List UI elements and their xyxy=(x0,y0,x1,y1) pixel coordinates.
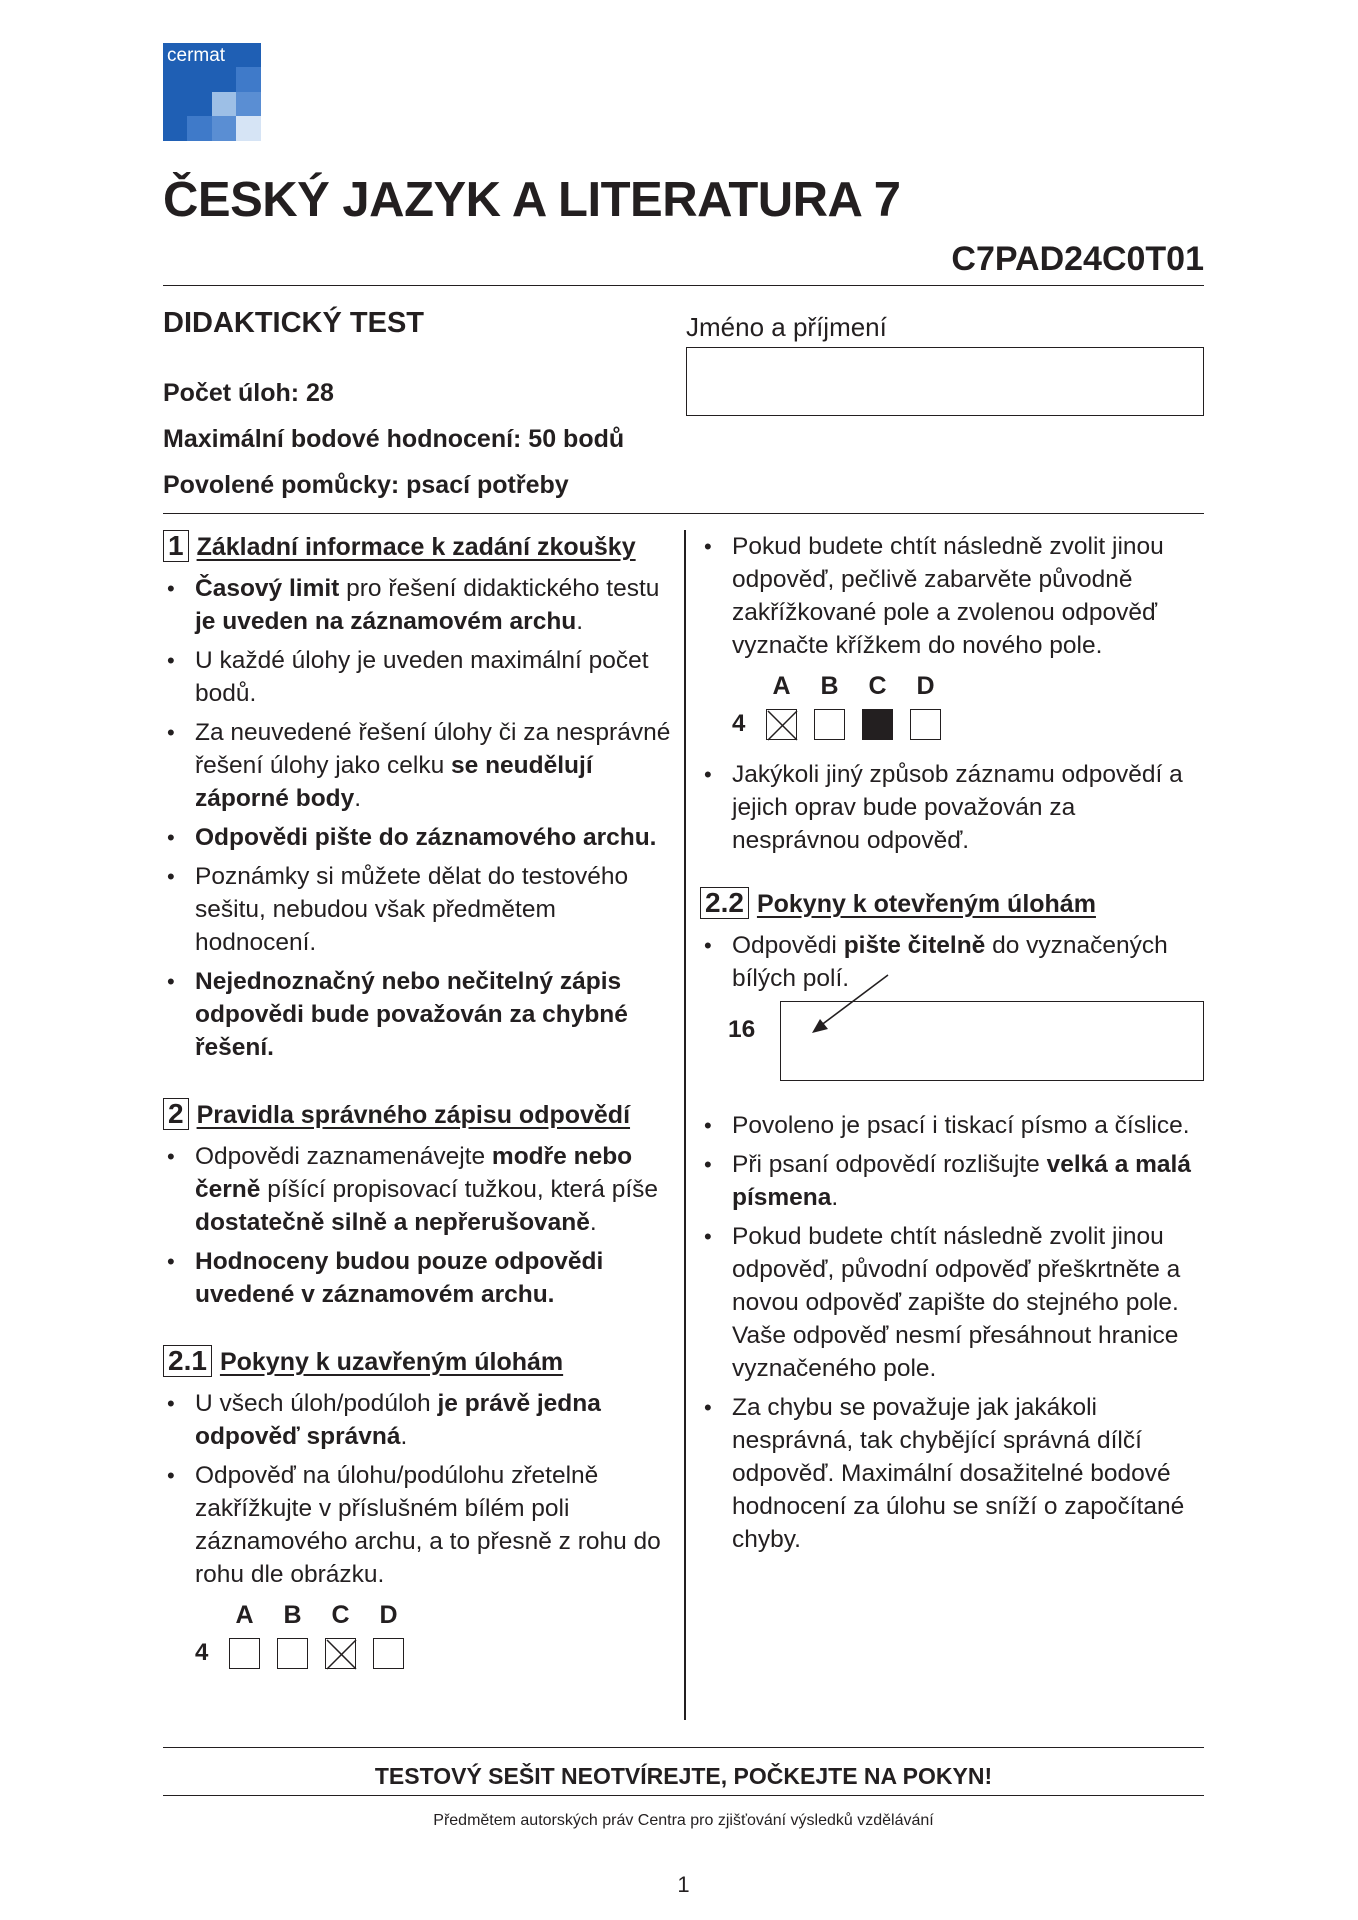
list-item: • Časový limit pro řešení didaktického testu je uveden na záznamovém archu. xyxy=(163,572,683,638)
section-2-heading xyxy=(163,1098,683,1132)
list-item: • Odpověď na úlohu/podúlohu zřetelně zakřížkujte v příslušném bílém poli záznamového archu, a to přesně z rohu do rohu dle obrázku. xyxy=(163,1459,683,1591)
logo-square xyxy=(236,116,261,141)
option-label: B xyxy=(820,672,839,700)
list-item: • Nejednoznačný nebo nečitelný zápis odpovědi bude považován za chybné řešení. xyxy=(163,965,683,1064)
option-label: D xyxy=(916,672,935,700)
answer-box xyxy=(910,709,941,740)
answer-box xyxy=(814,709,845,740)
section-2-2-list-more xyxy=(700,1109,1204,1556)
page-number: 1 xyxy=(677,1872,690,1897)
list-item: • Za chybu se považuje jak jakákoli nesprávná, tak chybějící správná dílčí odpověď. Maximální dosažitelné bodové hodnocení za úlohu se sníží o započítané chyby. xyxy=(700,1391,1204,1556)
open-answer-example xyxy=(728,1001,1204,1081)
section-title: Pokyny k otevřeným úlohám xyxy=(756,890,1096,918)
task-count: Počet úloh: 28 xyxy=(163,379,334,407)
section-2-1-heading xyxy=(163,1345,683,1379)
logo-square xyxy=(236,67,261,92)
divider xyxy=(163,1795,1204,1796)
right-column xyxy=(700,530,1204,1562)
column-divider xyxy=(684,530,686,1720)
section-2-2-heading xyxy=(700,887,1204,921)
divider xyxy=(163,513,1204,514)
logo-square xyxy=(187,116,212,141)
cross-mark-icon xyxy=(326,1639,357,1670)
section-2-1-list xyxy=(163,1387,683,1591)
list-item: • Za neuvedené řešení úlohy či za nesprávné řešení úlohy jako celku se neudělují záporné body. xyxy=(163,716,683,815)
option-label: D xyxy=(379,1601,398,1629)
cermat-logo xyxy=(163,43,261,141)
cross-mark-icon xyxy=(767,710,798,741)
answer-box-crossed xyxy=(766,709,797,740)
list-item: • U všech úloh/podúloh je právě jedna odpověď správná. xyxy=(163,1387,683,1453)
list-item: • U každé úlohy je uveden maximální počet bodů. xyxy=(163,644,683,710)
copyright: Předmětem autorských práv Centra pro zjišťování výsledků vzdělávání xyxy=(433,1812,934,1829)
test-code: C7PAD24C0T01 xyxy=(951,240,1204,278)
notice: TESTOVÝ SEŠIT NEOTVÍREJTE, POČKEJTE NA POKYN! xyxy=(374,1763,993,1789)
option-label: C xyxy=(331,1601,350,1629)
list-item: • Při psaní odpovědí rozlišujte velká a malá písmena. xyxy=(700,1148,1204,1214)
other-list xyxy=(700,758,1204,857)
list-item: • Povoleno je psací i tiskací písmo a číslice. xyxy=(700,1109,1204,1142)
divider xyxy=(163,1747,1204,1748)
arrow-icon xyxy=(806,971,896,1041)
name-label: Jméno a příjmení xyxy=(686,312,887,342)
answer-box xyxy=(229,1638,260,1669)
logo-square xyxy=(212,116,236,141)
divider xyxy=(163,285,1204,286)
option-label: A xyxy=(235,1601,254,1629)
section-2-2-list xyxy=(700,929,1204,995)
section-title: Pravidla správného zápisu odpovědí xyxy=(196,1101,631,1129)
allowed-aids: Povolené pomůcky: psací potřeby xyxy=(163,471,569,499)
option-label: B xyxy=(283,1601,302,1629)
test-type: DIDAKTICKÝ TEST xyxy=(163,307,424,339)
logo-text: cermat xyxy=(167,45,226,66)
section-1-heading xyxy=(163,530,683,564)
list-item: • Hodnoceny budou pouze odpovědi uvedené v záznamovém archu. xyxy=(163,1245,683,1311)
max-points: Maximální bodové hodnocení: 50 bodů xyxy=(163,425,625,453)
section-number: 1 xyxy=(163,530,189,562)
option-label: A xyxy=(772,672,791,700)
section-title: Pokyny k uzavřeným úlohám xyxy=(219,1348,564,1376)
list-item: • Odpovědi pište čitelně do vyznačených bílých polí. xyxy=(700,929,1204,995)
list-item: • Pokud budete chtít následně zvolit jinou odpověď, původní odpověď přeškrtněte a novou odpověď zapište do stejného pole. Vaše odpověď nesmí přesáhnout hranice vyznačeného pole. xyxy=(700,1220,1204,1385)
task-number: 4 xyxy=(195,1639,209,1666)
name-field[interactable] xyxy=(686,347,1204,416)
list-item: • Poznámky si můžete dělat do testového sešitu, nebudou však předmětem hodnocení. xyxy=(163,860,683,959)
left-column xyxy=(163,530,683,1677)
section-1-list xyxy=(163,572,683,1064)
answer-example-correction xyxy=(732,670,1204,740)
task-number: 16 xyxy=(728,1016,756,1043)
section-2-list xyxy=(163,1140,683,1311)
section-title: Základní informace k zadání zkoušky xyxy=(196,533,636,561)
option-label: C xyxy=(868,672,887,700)
answer-example-cross xyxy=(195,1599,683,1669)
list-item: • Odpovědi zaznamenávejte modře nebo černě píšící propisovací tužkou, která píše dostatečně silně a nepřerušovaně. xyxy=(163,1140,683,1239)
page-title: ČESKÝ JAZYK A LITERATURA 7 xyxy=(163,173,901,227)
change-list xyxy=(700,530,1204,662)
section-number: 2.2 xyxy=(700,887,749,919)
task-number: 4 xyxy=(732,710,746,737)
answer-box-crossed xyxy=(325,1638,356,1669)
section-number: 2 xyxy=(163,1098,189,1130)
logo-square xyxy=(236,92,261,116)
answer-box xyxy=(373,1638,404,1669)
list-item: • Jakýkoli jiný způsob záznamu odpovědí a jejich oprav bude považován za nesprávnou odpověď. xyxy=(700,758,1204,857)
list-item: • Pokud budete chtít následně zvolit jinou odpověď, pečlivě zabarvěte původně zakřížkované pole a zvolenou odpověď vyznačte křížkem do nového pole. xyxy=(700,530,1204,662)
list-item: • Odpovědi pište do záznamového archu. xyxy=(163,821,683,854)
answer-box xyxy=(277,1638,308,1669)
section-number: 2.1 xyxy=(163,1345,212,1377)
answer-box-filled xyxy=(862,709,893,740)
